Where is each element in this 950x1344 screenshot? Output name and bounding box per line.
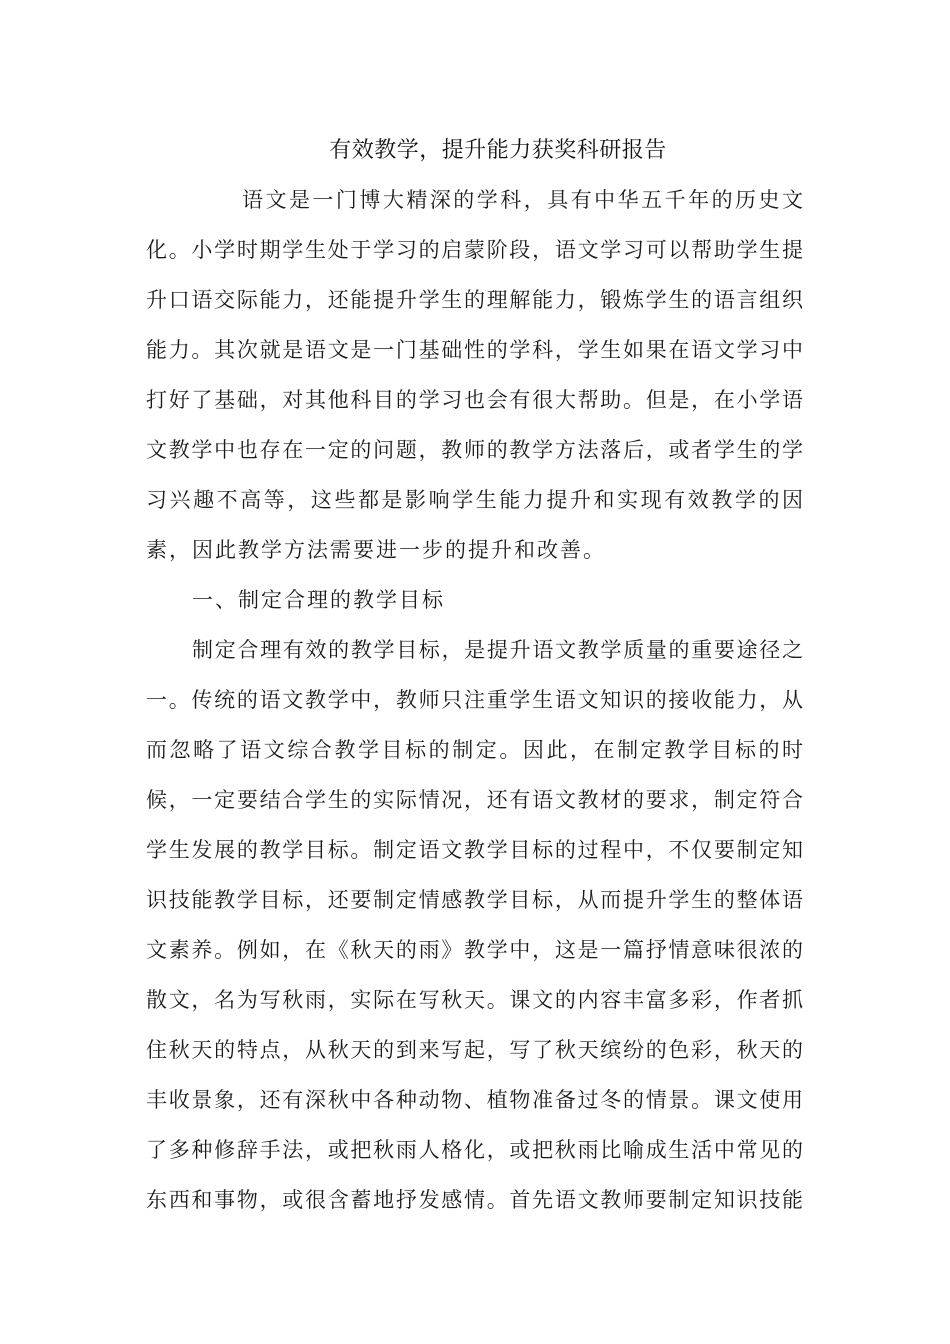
paragraph-line: 文教学中也存在一定的问题，教师的教学方法落后，或者学生的学 bbox=[146, 438, 803, 462]
paragraph-line: 而忽略了语文综合教学目标的制定。因此，在制定教学目标的时 bbox=[146, 738, 803, 762]
paragraph-line: 东西和事物，或很含蓄地抒发感情。首先语文教师要制定知识技能 bbox=[146, 1188, 803, 1212]
paragraph-line: 散文，名为写秋雨，实际在写秋天。课文的内容丰富多彩，作者抓 bbox=[146, 988, 803, 1012]
paragraph-line: 升口语交际能力，还能提升学生的理解能力，锻炼学生的语言组织 bbox=[146, 288, 803, 312]
paragraph-line: 学生发展的教学目标。制定语文教学目标的过程中，不仅要制定知 bbox=[146, 838, 803, 862]
paragraph-line: 习兴趣不高等，这些都是影响学生能力提升和实现有效教学的因 bbox=[146, 488, 803, 512]
document-title: 有效教学，提升能力获奖科研报告 bbox=[329, 138, 667, 163]
paragraph-line: 制定合理有效的教学目标，是提升语文教学质量的重要途径之 bbox=[192, 638, 803, 662]
paragraph-line: 住秋天的特点，从秋天的到来写起，写了秋天缤纷的色彩，秋天的 bbox=[146, 1038, 803, 1062]
paragraph-line: 识技能教学目标，还要制定情感教学目标，从而提升学生的整体语 bbox=[146, 888, 803, 912]
paragraph-line: 语文是一门博大精深的学科，具有中华五千年的历史文 bbox=[242, 188, 803, 212]
paragraph-line: 打好了基础，对其他科目的学习也会有很大帮助。但是，在小学语 bbox=[146, 388, 803, 412]
paragraph-line: 素，因此教学方法需要进一步的提升和改善。 bbox=[146, 538, 606, 562]
paragraph-line: 能力。其次就是语文是一门基础性的学科，学生如果在语文学习中 bbox=[146, 338, 803, 362]
paragraph-line: 文素养。例如，在《秋天的雨》教学中，这是一篇抒情意味很浓的 bbox=[146, 938, 803, 962]
paragraph-line: 化。小学时期学生处于学习的启蒙阶段，语文学习可以帮助学生提 bbox=[146, 238, 803, 262]
paragraph-line: 了多种修辞手法，或把秋雨人格化，或把秋雨比喻成生活中常见的 bbox=[146, 1138, 803, 1162]
paragraph-line: 一。传统的语文教学中，教师只注重学生语文知识的接收能力，从 bbox=[146, 688, 803, 712]
paragraph-line: 候，一定要结合学生的实际情况，还有语文教材的要求，制定符合 bbox=[146, 788, 803, 812]
paragraph-line: 丰收景象，还有深秋中各种动物、植物准备过冬的情景。课文使用 bbox=[146, 1088, 803, 1112]
section-heading: 一、制定合理的教学目标 bbox=[192, 588, 445, 612]
